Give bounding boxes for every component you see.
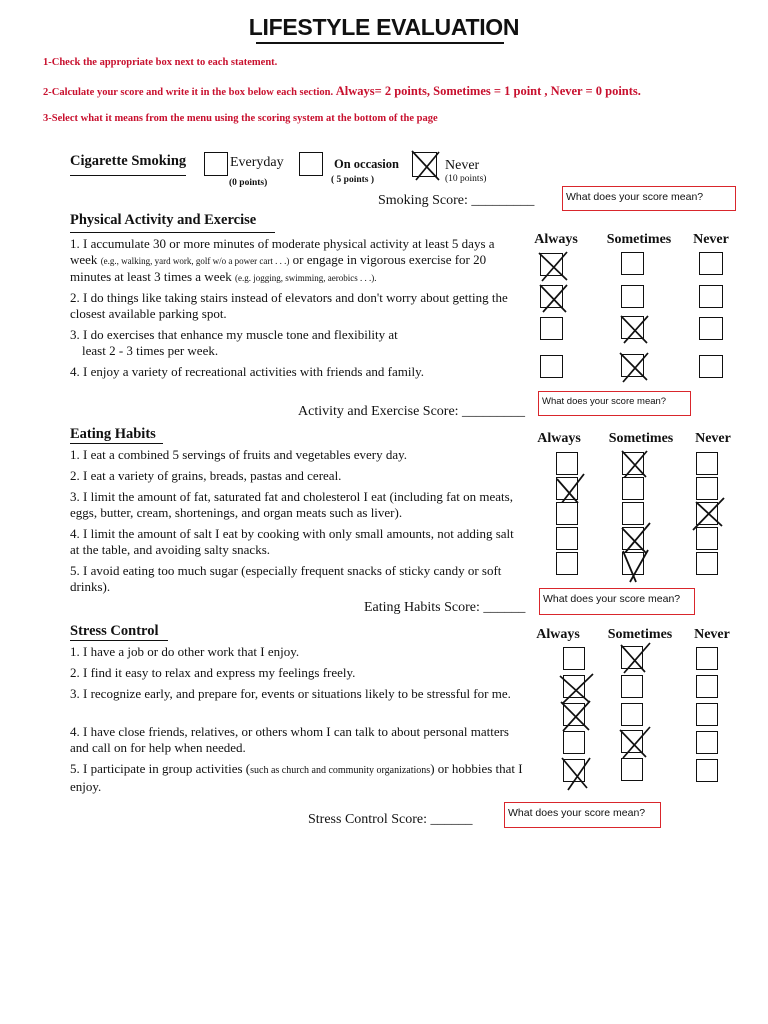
activity-item-1 xyxy=(70,236,520,286)
activity-item-4: 4. I enjoy a variety of recreational activities with friends and family. xyxy=(70,364,424,379)
eating-item-5-always-checkbox[interactable] xyxy=(556,552,578,575)
stress-item-4-always-checkbox[interactable] xyxy=(563,731,585,754)
eating-item-5-never-checkbox[interactable] xyxy=(696,552,718,575)
activity-score[interactable]: Activity and Exercise Score: _________ xyxy=(298,404,526,419)
check-mark-icon xyxy=(618,548,652,584)
instruction-2-main: 2-Calculate your score and write it in the box below each section. xyxy=(43,87,334,98)
activity-item-3-text2: least 2 - 3 times per week. xyxy=(82,343,219,358)
eating-heading: Eating Habits xyxy=(70,426,156,442)
activity-score-menu[interactable]: What does your score mean? xyxy=(538,391,691,416)
stress-item-5-text2: ) or hobbies that I enjoy. xyxy=(70,761,523,794)
check-mark-icon xyxy=(617,726,651,760)
stress-item-2: 2. I find it easy to relax and express my feelings freely. xyxy=(70,665,356,680)
eating-item-4-sometimes-checkbox[interactable] xyxy=(622,527,644,550)
smoking-everyday-label: Everyday xyxy=(230,155,284,170)
eating-col-sometimes: Sometimes xyxy=(608,431,674,446)
activity-heading: Physical Activity and Exercise xyxy=(70,212,257,228)
stress-item-2-always-checkbox[interactable] xyxy=(563,675,585,698)
smoking-occasion-checkbox[interactable] xyxy=(299,152,323,176)
activity-item-3-sometimes-checkbox[interactable] xyxy=(621,316,644,339)
stress-item-5-example: such as church and community organizations xyxy=(250,765,431,776)
smoking-everyday-points: (0 points) xyxy=(229,178,268,188)
smoking-never-label: Never xyxy=(445,158,480,173)
activity-col-sometimes: Sometimes xyxy=(606,232,672,247)
eating-item-2-never-checkbox[interactable] xyxy=(696,477,718,500)
activity-heading-rule xyxy=(70,232,275,233)
stress-score-menu[interactable]: What does your score mean? xyxy=(504,802,661,828)
activity-item-1-example2: (e.g. jogging, swimming, aerobics . . .). xyxy=(234,273,377,283)
check-mark-icon xyxy=(536,281,570,315)
check-mark-icon xyxy=(559,755,593,791)
check-mark-icon xyxy=(536,249,570,283)
smoking-never-checkbox[interactable] xyxy=(412,152,437,177)
stress-item-3-always-checkbox[interactable] xyxy=(563,703,585,726)
eating-item-2-always-checkbox[interactable] xyxy=(556,477,578,500)
smoking-score-menu[interactable]: What does your score mean? xyxy=(562,186,736,211)
stress-item-5-never-checkbox[interactable] xyxy=(696,759,718,782)
stress-col-never: Never xyxy=(694,627,730,642)
eating-item-4-never-checkbox[interactable] xyxy=(696,527,718,550)
stress-score[interactable]: Stress Control Score: ______ xyxy=(308,812,473,827)
check-mark-icon xyxy=(617,350,651,384)
activity-item-2-always-checkbox[interactable] xyxy=(540,285,563,308)
activity-col-always: Always xyxy=(534,232,578,247)
check-mark-icon xyxy=(618,448,650,480)
eating-item-3-never-checkbox[interactable] xyxy=(696,502,718,525)
smoking-everyday-checkbox[interactable] xyxy=(204,152,228,176)
stress-item-3-sometimes-checkbox[interactable] xyxy=(621,703,643,726)
eating-item-2: 2. I eat a variety of grains, breads, pastas and cereal. xyxy=(70,468,342,483)
smoking-score[interactable]: Smoking Score: _________ xyxy=(378,193,535,208)
check-mark-icon xyxy=(617,312,651,346)
check-mark-icon xyxy=(552,473,584,505)
instruction-2-points: Always= 2 points, Sometimes = 1 point , Never = 0 points. xyxy=(335,84,641,98)
activity-item-1-text: 1. I accumulate 30 or more minutes of moderate physical activity at least 5 days a week xyxy=(70,236,495,267)
check-mark-icon xyxy=(408,148,444,184)
activity-item-3-always-checkbox[interactable] xyxy=(540,317,563,340)
check-mark-icon xyxy=(617,642,651,676)
activity-item-1-never-checkbox[interactable] xyxy=(699,252,723,275)
title-underline xyxy=(256,42,504,44)
check-mark-icon xyxy=(559,699,593,733)
page-title: LIFESTYLE EVALUATION xyxy=(248,14,520,40)
activity-item-3 xyxy=(70,327,520,359)
eating-score[interactable]: Eating Habits Score: ______ xyxy=(364,600,526,615)
stress-heading: Stress Control xyxy=(70,623,159,639)
eating-item-4: 4. I limit the amount of salt I eat by cooking with only small amounts, not adding salt at the table, and avoiding salty snacks. xyxy=(70,526,514,557)
instruction-1: 1-Check the appropriate box next to each statement. xyxy=(43,57,278,68)
eating-item-1-never-checkbox[interactable] xyxy=(696,452,718,475)
eating-heading-rule xyxy=(70,443,163,444)
stress-item-1-always-checkbox[interactable] xyxy=(563,647,585,670)
stress-item-2-sometimes-checkbox[interactable] xyxy=(621,675,643,698)
eating-score-menu[interactable]: What does your score mean? xyxy=(539,588,695,615)
eating-item-1-always-checkbox[interactable] xyxy=(556,452,578,475)
stress-item-5 xyxy=(70,761,526,795)
activity-item-3-text: 3. I do exercises that enhance my muscle tone and flexibility at xyxy=(70,327,398,342)
instruction-2 xyxy=(43,84,641,99)
stress-item-1-sometimes-checkbox[interactable] xyxy=(621,646,643,669)
activity-item-1-example: (e.g., walking, yard work, golf w/o a power cart . . .) xyxy=(100,256,290,266)
stress-item-2-never-checkbox[interactable] xyxy=(696,675,718,698)
stress-item-4-sometimes-checkbox[interactable] xyxy=(621,730,643,753)
smoking-occasion-label: On occasion xyxy=(334,157,399,171)
stress-col-always: Always xyxy=(536,627,580,642)
activity-item-2: 2. I do things like taking stairs instead of elevators and don't worry about getting the closest available parking spot. xyxy=(70,290,508,321)
smoking-occasion-points: ( 5 points ) xyxy=(331,175,375,185)
instruction-3: 3-Select what it means from the menu using the scoring system at the bottom of the page xyxy=(43,113,438,124)
eating-item-1: 1. I eat a combined 5 servings of fruits and vegetables every day. xyxy=(70,447,408,462)
eating-item-1-sometimes-checkbox[interactable] xyxy=(622,452,644,475)
eating-item-3-always-checkbox[interactable] xyxy=(556,502,578,525)
eating-item-4-always-checkbox[interactable] xyxy=(556,527,578,550)
stress-item-5-always-checkbox[interactable] xyxy=(563,759,585,782)
activity-col-never: Never xyxy=(693,232,729,247)
stress-item-3-never-checkbox[interactable] xyxy=(696,703,718,726)
stress-item-1-never-checkbox[interactable] xyxy=(696,647,718,670)
activity-item-1-always-checkbox[interactable] xyxy=(540,253,563,276)
smoking-heading: Cigarette Smoking xyxy=(70,153,187,169)
stress-item-3: 3. I recognize early, and prepare for, events or situations likely to be stressful for me. xyxy=(70,686,511,701)
eating-item-5: 5. I avoid eating too much sugar (especially frequent snacks of sticky candy or soft drinks). xyxy=(70,563,502,594)
stress-item-1: 1. I have a job or do other work that I enjoy. xyxy=(70,644,300,659)
eating-item-2-sometimes-checkbox[interactable] xyxy=(622,477,644,500)
eating-item-3: 3. I limit the amount of fat, saturated fat and cholesterol I eat (including fat on meats, eggs, butter, cream, shortenings, and organ meats such as liver). xyxy=(70,489,513,520)
eating-item-3-sometimes-checkbox[interactable] xyxy=(622,502,644,525)
stress-item-5-sometimes-checkbox[interactable] xyxy=(621,758,643,781)
stress-item-4: 4. I have close friends, relatives, or others whom I can talk to about personal matters and call on for help when needed. xyxy=(70,724,509,755)
activity-item-1-sometimes-checkbox[interactable] xyxy=(621,252,644,275)
activity-item-1-text2: or engage in vigorous exercise for 20 minutes at least 3 times a week xyxy=(70,252,487,284)
eating-col-always: Always xyxy=(537,431,581,446)
activity-item-4-always-checkbox[interactable] xyxy=(540,355,563,378)
smoking-heading-rule xyxy=(70,175,186,176)
stress-item-5-text: 5. I participate in group activities ( xyxy=(70,761,251,776)
stress-heading-rule xyxy=(70,640,168,641)
stress-item-4-never-checkbox[interactable] xyxy=(696,731,718,754)
eating-col-never: Never xyxy=(695,431,731,446)
activity-item-4-never-checkbox[interactable] xyxy=(699,355,723,378)
activity-item-2-sometimes-checkbox[interactable] xyxy=(621,285,644,308)
activity-item-3-never-checkbox[interactable] xyxy=(699,317,723,340)
activity-item-4-sometimes-checkbox[interactable] xyxy=(621,354,644,377)
smoking-never-points: (10 points) xyxy=(445,174,487,184)
activity-item-2-never-checkbox[interactable] xyxy=(699,285,723,308)
stress-col-sometimes: Sometimes xyxy=(607,627,673,642)
eating-item-5-sometimes-checkbox[interactable] xyxy=(622,552,644,575)
